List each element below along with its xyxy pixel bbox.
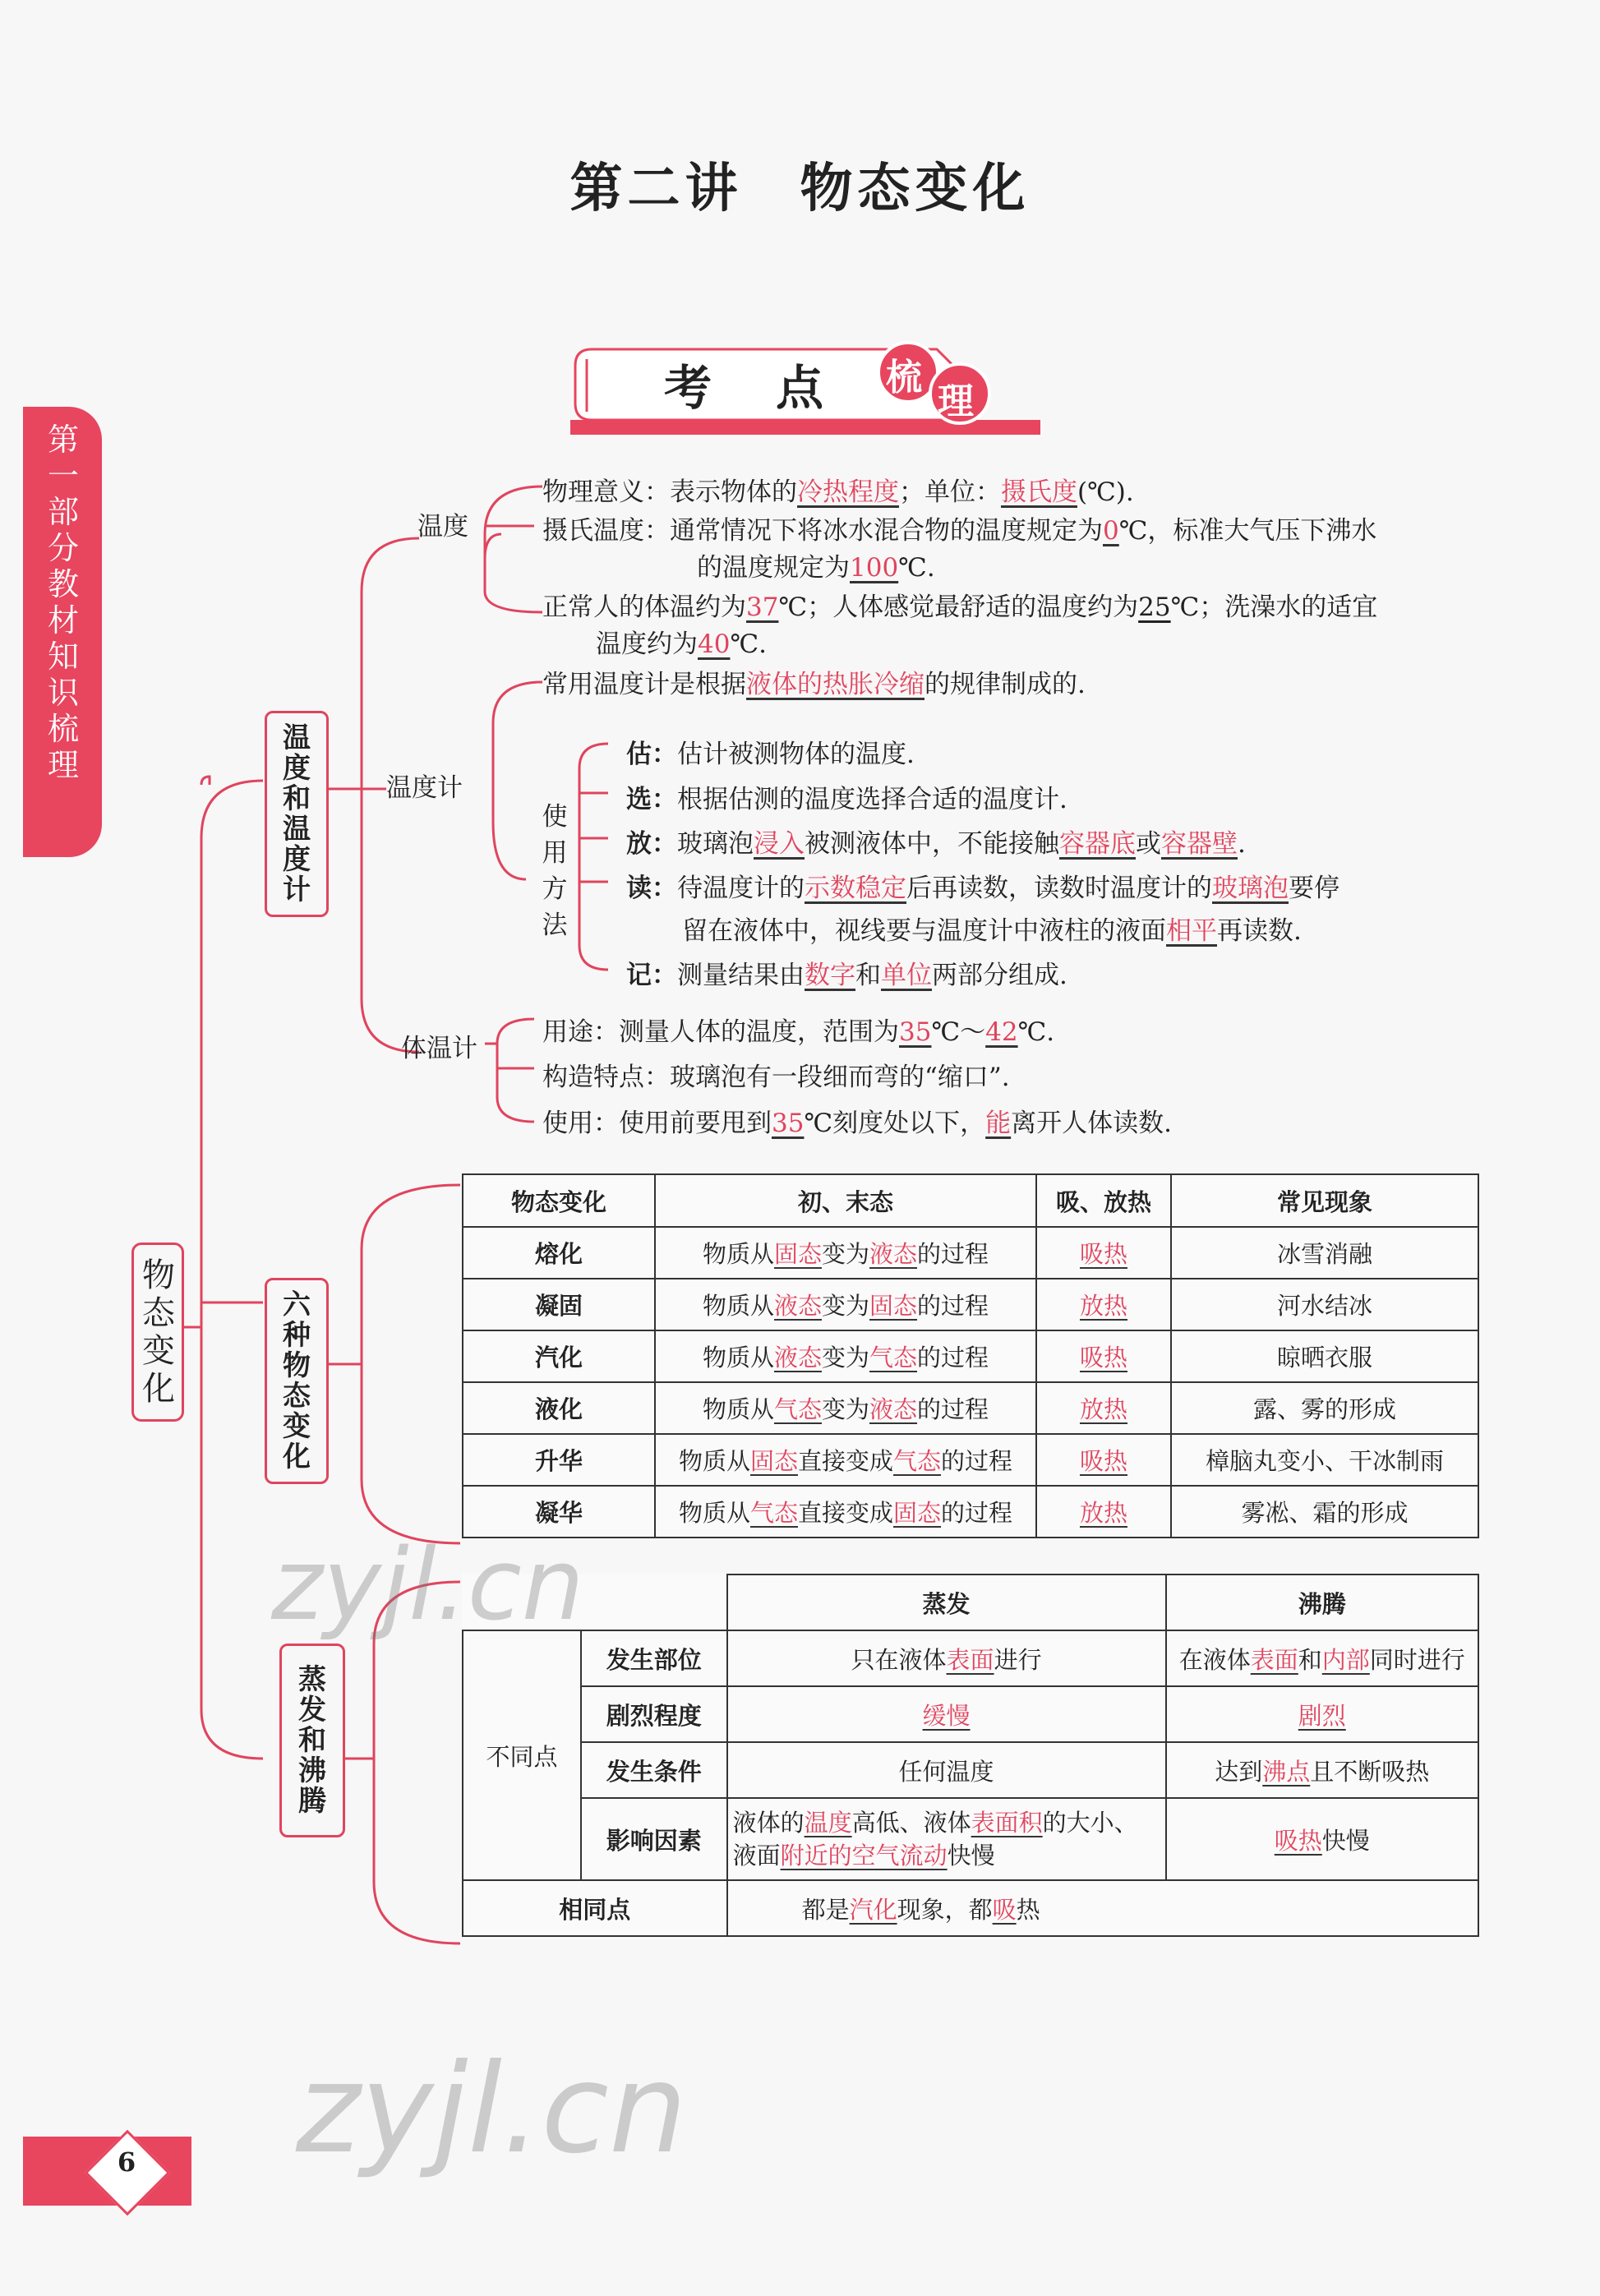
table-row: 不同点 发生部位 只在液体表面进行 在液体表面和内部同时进行 — [463, 1630, 1478, 1686]
clinical-structure: 构造特点：玻璃泡有一段细而弯的“缩口”. — [542, 1063, 1010, 1092]
root-node: 物态变化 — [131, 1243, 184, 1422]
step-read-cont: 留在液体中，视线要与温度计中液柱的液面相平再读数. — [682, 916, 1302, 946]
banner-badge-1: 梳 — [886, 357, 922, 399]
table-row: 剧烈程度 缓慢 剧烈 — [463, 1686, 1478, 1742]
evaporation-boiling-table: 蒸发 沸腾 不同点 发生部位 只在液体表面进行 在液体表面和内部同时进行 剧烈程度 缓慢 剧烈 发生条件 任何温度 达到沸点且不断吸热 影响因素 液体的温度高低、液体表面积的大小、 液面附近的空气流动快慢 吸热快慢 相同点 都是汽化现象，都吸热 — [462, 1574, 1479, 1937]
group-six-changes: 六种物态变化 — [265, 1278, 329, 1484]
step-select: 选：根据估测的温度选择合适的温度计. — [626, 785, 1067, 814]
table-row: 汽化 物质从液态变为气态的过程 吸热 晾晒衣服 — [463, 1330, 1478, 1382]
watermark: zyjl.cn — [296, 2038, 688, 2181]
clinical-usage: 使用：使用前要甩到35℃刻度处以下，能离开人体读数. — [542, 1109, 1172, 1138]
branch-clinical-thermometer: 体温计 — [401, 1034, 477, 1063]
table-header-row: 物态变化 初、末态 吸、放热 常见现象 — [463, 1174, 1478, 1227]
step-read: 读：待温度计的示数稳定后再读数，读数时温度计的玻璃泡要停 — [626, 874, 1339, 903]
step-record: 记：测量结果由数字和单位两部分组成. — [626, 961, 1067, 990]
group-evaporation-boiling: 蒸发和沸腾 — [279, 1644, 345, 1837]
table-row: 熔化 物质从固态变为液态的过程 吸热 冰雪消融 — [463, 1227, 1478, 1279]
group-temperature: 温度和温度计 — [265, 711, 329, 917]
step-place: 放：玻璃泡浸入被测液体中，不能接触容器底或容器壁. — [626, 829, 1246, 859]
branch-thermometer: 温度计 — [386, 773, 463, 803]
table-row: 液化 物质从气态变为液态的过程 放热 露、雾的形成 — [463, 1382, 1478, 1434]
page-number: 6 — [117, 2146, 136, 2178]
watermark: zyjl.cn — [271, 1528, 584, 1643]
table-row: 凝华 物质从气态直接变成固态的过程 放热 雾凇、霜的形成 — [463, 1486, 1478, 1538]
temp-celsius: 摄氏温度：通常情况下将冰水混合物的温度规定为0℃，标准大气压下沸水 — [542, 516, 1377, 546]
clinical-use: 用途：测量人体的温度，范围为35℃～42℃. — [542, 1017, 1055, 1047]
side-tab-label: 第一部分 教材知识梳理 — [47, 422, 79, 783]
table-row: 影响因素 液体的温度高低、液体表面积的大小、 液面附近的空气流动快慢 吸热快慢 — [463, 1798, 1478, 1880]
temp-celsius-cont: 的温度规定为100℃. — [697, 553, 935, 583]
table-row: 凝固 物质从液态变为固态的过程 放热 河水结冰 — [463, 1279, 1478, 1330]
temp-meaning: 物理意义：表示物体的冷热程度；单位：摄氏度(℃). — [542, 477, 1134, 507]
step-estimate: 估：估计被测物体的温度. — [626, 740, 915, 769]
table-row: 相同点 都是汽化现象，都吸热 — [463, 1880, 1478, 1936]
temp-body: 正常人的体温约为37℃；人体感觉最舒适的温度约为25℃；洗澡水的适宜 — [542, 592, 1378, 622]
banner-badge-2: 理 — [938, 380, 974, 422]
thermometer-principle: 常用温度计是根据液体的热胀冷缩的规律制成的. — [542, 670, 1086, 699]
branch-temperature: 温度 — [417, 512, 468, 542]
phase-change-table — [462, 1173, 1479, 1538]
banner-text: 考 点 — [664, 360, 832, 416]
table-row: 升华 物质从固态直接变成气态的过程 吸热 樟脑丸变小、干冰制雨 — [463, 1434, 1478, 1486]
temp-bath: 温度约为40℃. — [596, 629, 767, 659]
usage-method-label: 使用方法 — [542, 802, 568, 940]
page-title: 第二讲 物态变化 — [569, 158, 1031, 219]
table-row: 发生条件 任何温度 达到沸点且不断吸热 — [463, 1742, 1478, 1798]
